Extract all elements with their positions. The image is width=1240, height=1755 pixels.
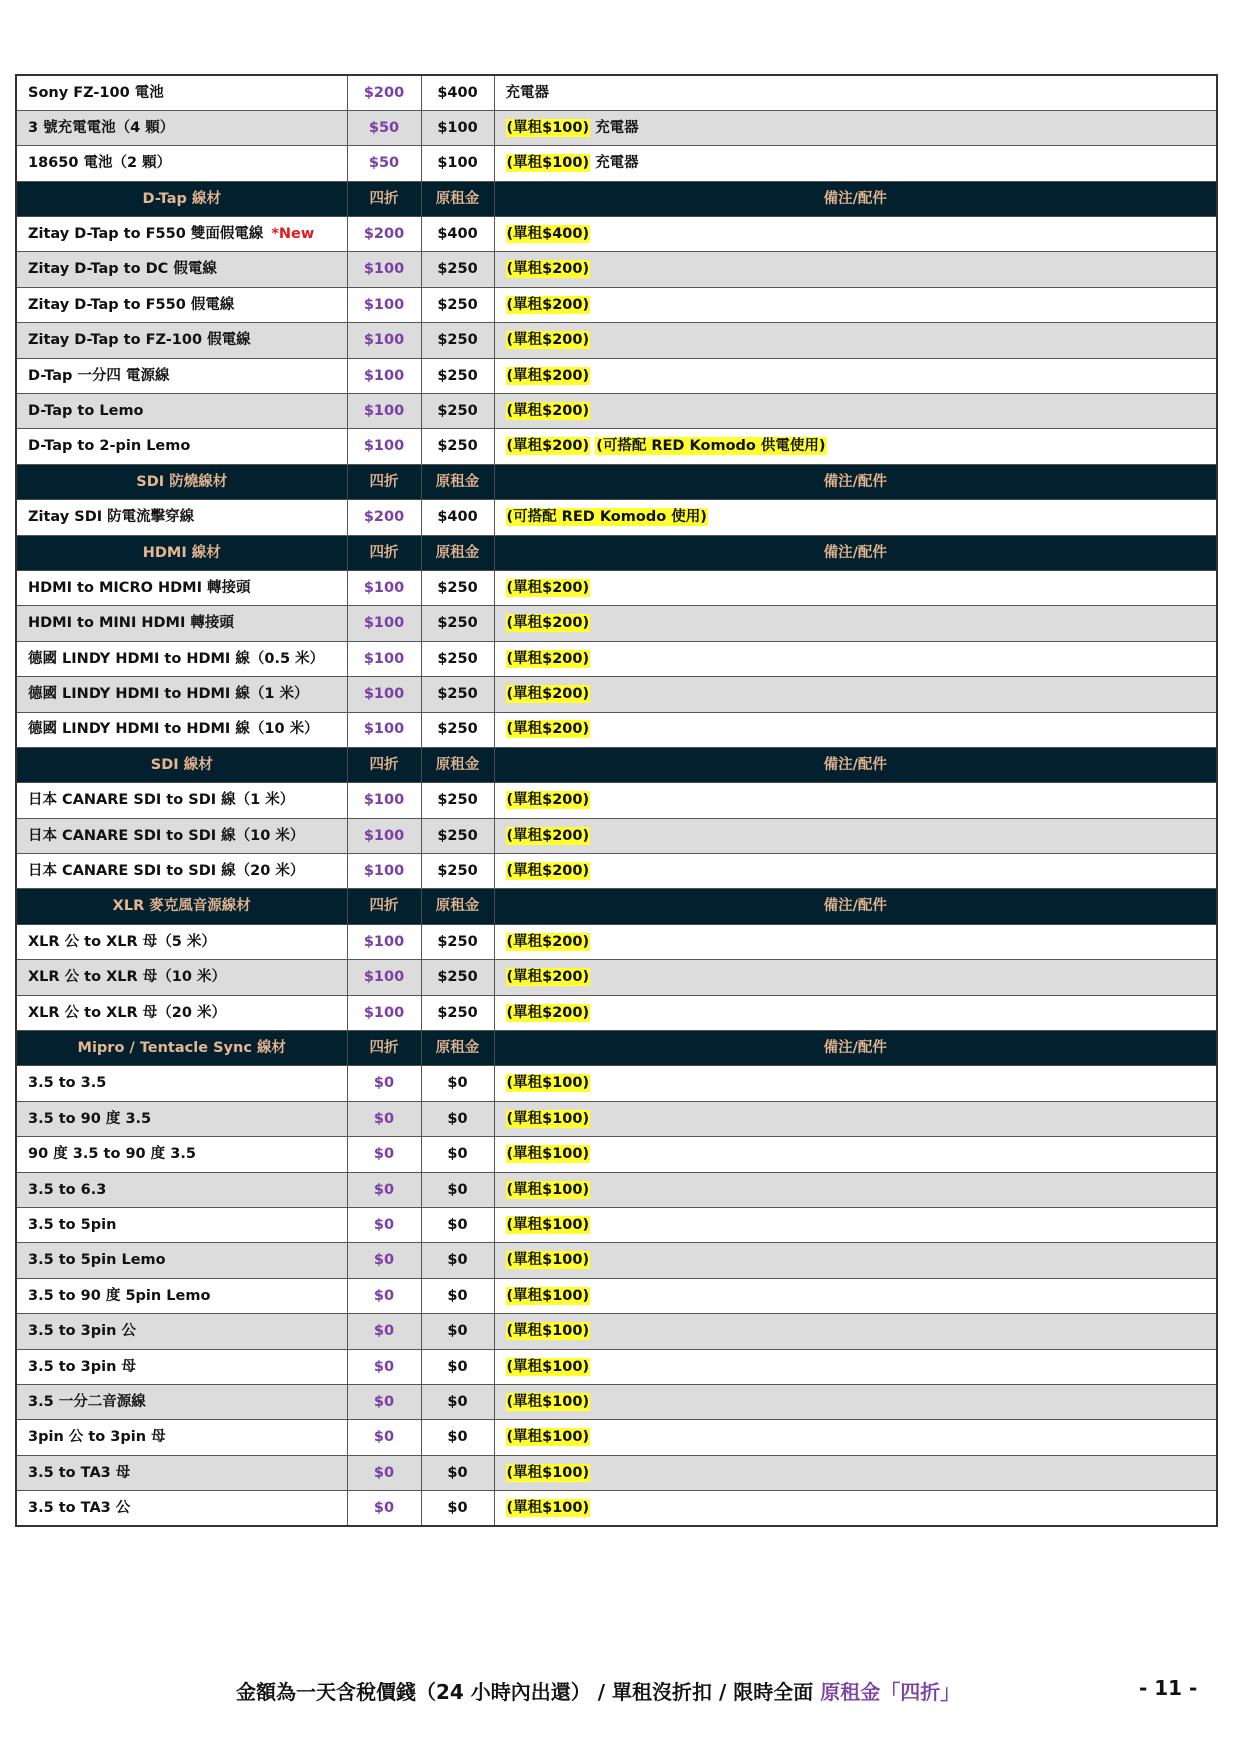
discount-price: $0 xyxy=(347,1137,421,1172)
item-name-cell xyxy=(16,1208,347,1243)
original-price: $250 xyxy=(421,924,494,959)
discount-price: $100 xyxy=(347,818,421,853)
notes-cell xyxy=(494,712,1217,747)
item-name-cell xyxy=(16,1066,347,1101)
notes-cell xyxy=(494,1455,1217,1490)
table-row xyxy=(16,783,1217,818)
footer-accent: 原租金「四折」 xyxy=(820,1680,961,1704)
item-name: 3pin 公 to 3pin 母 xyxy=(28,1429,166,1446)
item-name-cell xyxy=(16,1243,347,1278)
item-name-cell xyxy=(16,1349,347,1384)
single-rent-note: (可搭配 RED Komodo 使用) xyxy=(506,509,707,526)
new-badge: *New xyxy=(271,226,315,242)
item-name: XLR 公 to XLR 母（10 米） xyxy=(28,969,226,986)
item-name: XLR 公 to XLR 母（20 米） xyxy=(28,1004,226,1021)
table-row xyxy=(16,818,1217,853)
item-name: 3.5 to 90 度 5pin Lemo xyxy=(28,1287,211,1304)
item-name: 3.5 to TA3 母 xyxy=(28,1464,131,1481)
original-price: $0 xyxy=(421,1208,494,1243)
discount-price: $100 xyxy=(347,783,421,818)
compat-note: (可搭配 RED Komodo 供電使用) xyxy=(596,438,826,455)
discount-price: $50 xyxy=(347,110,421,145)
notes-cell xyxy=(494,217,1217,252)
item-name-cell xyxy=(16,146,347,181)
single-rent-note: (單租$200) xyxy=(506,792,590,809)
table-row xyxy=(16,146,1217,181)
section-header xyxy=(16,889,1217,924)
notes-column-header: 備注/配件 xyxy=(494,535,1217,570)
single-rent-note: (單租$200) xyxy=(506,863,590,880)
item-name: Zitay D-Tap to F550 假電線 xyxy=(28,296,235,313)
table-row xyxy=(16,358,1217,393)
notes-cell xyxy=(494,323,1217,358)
single-rent-note: (單租$200) xyxy=(506,296,590,313)
table-row xyxy=(16,1066,1217,1101)
item-name: 德國 LINDY HDMI to HDMI 線（0.5 米） xyxy=(28,650,325,667)
original-price: $250 xyxy=(421,818,494,853)
item-name: 3.5 to 3.5 xyxy=(28,1075,107,1092)
original-price: $250 xyxy=(421,570,494,605)
item-name-cell xyxy=(16,1278,347,1313)
notes-cell xyxy=(494,252,1217,287)
footer-terms: 金額為一天含稅價錢（24 小時內出還） / 單租沒折扣 / 限時全面 xyxy=(236,1680,821,1704)
table-row xyxy=(16,570,1217,605)
discount-price: $0 xyxy=(347,1455,421,1490)
notes-column-header: 備注/配件 xyxy=(494,464,1217,499)
item-name-cell xyxy=(16,217,347,252)
section-header xyxy=(16,464,1217,499)
original-price: $0 xyxy=(421,1491,494,1526)
item-name-cell xyxy=(16,1172,347,1207)
item-name: 3 號充電電池（4 顆） xyxy=(28,119,175,136)
notes-cell xyxy=(494,818,1217,853)
original-price: $0 xyxy=(421,1384,494,1419)
table-row xyxy=(16,1278,1217,1313)
table-row xyxy=(16,500,1217,535)
table-row xyxy=(16,323,1217,358)
discount-price: $100 xyxy=(347,712,421,747)
item-name-cell xyxy=(16,1101,347,1136)
original-price: $0 xyxy=(421,1349,494,1384)
notes-cell xyxy=(494,146,1217,181)
discount-price: $100 xyxy=(347,287,421,322)
table-row xyxy=(16,217,1217,252)
item-name-cell xyxy=(16,1384,347,1419)
discount-price: $0 xyxy=(347,1420,421,1455)
table-row xyxy=(16,1349,1217,1384)
accessory-note: 充電器 xyxy=(595,119,639,136)
single-rent-note: (單租$200) xyxy=(506,1004,590,1021)
table-row xyxy=(16,712,1217,747)
item-name: Zitay SDI 防電流擊穿線 xyxy=(28,509,195,526)
item-name: XLR 公 to XLR 母（5 米） xyxy=(28,933,216,950)
single-rent-note: (單租$100) xyxy=(506,1252,590,1269)
discount-price: $100 xyxy=(347,252,421,287)
discount-price: $100 xyxy=(347,394,421,429)
single-rent-note: (單租$100) xyxy=(506,1075,590,1092)
item-name: 日本 CANARE SDI to SDI 線（20 米） xyxy=(28,863,305,880)
original-column-header: 原租金 xyxy=(421,464,494,499)
original-price: $250 xyxy=(421,960,494,995)
single-rent-note: (單租$200) xyxy=(506,686,590,703)
item-name-cell xyxy=(16,570,347,605)
discount-price: $50 xyxy=(347,146,421,181)
page-footer xyxy=(0,1676,1240,1706)
item-name-cell xyxy=(16,287,347,322)
notes-cell xyxy=(494,1314,1217,1349)
item-name-cell xyxy=(16,358,347,393)
item-name: 3.5 to 3pin 母 xyxy=(28,1358,136,1375)
discount-price: $0 xyxy=(347,1491,421,1526)
item-name: 90 度 3.5 to 90 度 3.5 xyxy=(28,1146,196,1163)
item-name-cell xyxy=(16,323,347,358)
item-name: 18650 電池（2 顆） xyxy=(28,155,172,172)
item-name-cell xyxy=(16,1420,347,1455)
item-name-cell xyxy=(16,924,347,959)
page-number: - 11 - xyxy=(1139,1676,1198,1700)
notes-cell xyxy=(494,1384,1217,1419)
original-price: $250 xyxy=(421,677,494,712)
original-price: $0 xyxy=(421,1172,494,1207)
item-name: 日本 CANARE SDI to SDI 線（10 米） xyxy=(28,827,305,844)
original-column-header: 原租金 xyxy=(421,747,494,782)
single-rent-note: (單租$200) xyxy=(506,615,590,632)
section-header xyxy=(16,747,1217,782)
item-name-cell xyxy=(16,500,347,535)
discount-price: $100 xyxy=(347,358,421,393)
discount-price: $100 xyxy=(347,570,421,605)
item-name-cell xyxy=(16,252,347,287)
discount-column-header: 四折 xyxy=(347,535,421,570)
item-name: 3.5 to TA3 公 xyxy=(28,1499,131,1516)
notes-cell xyxy=(494,1278,1217,1313)
notes-cell xyxy=(494,960,1217,995)
notes-cell xyxy=(494,854,1217,889)
single-rent-note: (單租$100) xyxy=(506,1323,590,1340)
discount-price: $0 xyxy=(347,1314,421,1349)
item-name: D-Tap to Lemo xyxy=(28,402,144,419)
original-price: $250 xyxy=(421,995,494,1030)
table-row xyxy=(16,110,1217,145)
section-header xyxy=(16,535,1217,570)
discount-price: $100 xyxy=(347,641,421,676)
table-row xyxy=(16,1137,1217,1172)
price-table xyxy=(15,74,1218,1527)
table-row xyxy=(16,1384,1217,1419)
original-price: $250 xyxy=(421,641,494,676)
discount-price: $100 xyxy=(347,995,421,1030)
discount-price: $0 xyxy=(347,1101,421,1136)
item-name-cell xyxy=(16,854,347,889)
original-price: $0 xyxy=(421,1314,494,1349)
original-price: $400 xyxy=(421,500,494,535)
single-rent-note: (單租$100) xyxy=(506,1146,590,1163)
table-row xyxy=(16,287,1217,322)
single-rent-note: (單租$200) xyxy=(506,402,590,419)
original-price: $250 xyxy=(421,712,494,747)
discount-price: $100 xyxy=(347,323,421,358)
notes-cell xyxy=(494,924,1217,959)
discount-price: $0 xyxy=(347,1384,421,1419)
item-name: Zitay D-Tap to DC 假電線 xyxy=(28,261,217,278)
footer-note xyxy=(236,1676,960,1705)
item-name: 3.5 to 6.3 xyxy=(28,1181,107,1198)
single-rent-note: (單租$100) xyxy=(506,1110,590,1127)
item-name-cell xyxy=(16,818,347,853)
table-row xyxy=(16,641,1217,676)
notes-cell xyxy=(494,358,1217,393)
notes-cell xyxy=(494,500,1217,535)
item-name-cell xyxy=(16,1137,347,1172)
table-row xyxy=(16,1314,1217,1349)
discount-price: $200 xyxy=(347,500,421,535)
item-name: HDMI to MINI HDMI 轉接頭 xyxy=(28,615,234,632)
table-row xyxy=(16,1243,1217,1278)
notes-cell xyxy=(494,1208,1217,1243)
discount-price: $0 xyxy=(347,1278,421,1313)
notes-cell xyxy=(494,641,1217,676)
table-row xyxy=(16,677,1217,712)
section-header xyxy=(16,181,1217,216)
original-column-header: 原租金 xyxy=(421,535,494,570)
original-price: $0 xyxy=(421,1137,494,1172)
notes-cell xyxy=(494,394,1217,429)
item-name-cell xyxy=(16,429,347,464)
single-rent-note: (單租$200) xyxy=(506,579,590,596)
item-name: D-Tap to 2-pin Lemo xyxy=(28,438,191,455)
original-price: $0 xyxy=(421,1066,494,1101)
single-rent-note: (單租$100) xyxy=(506,1429,590,1446)
item-name: 3.5 to 90 度 3.5 xyxy=(28,1110,152,1127)
notes-cell xyxy=(494,1101,1217,1136)
item-name: 3.5 to 5pin Lemo xyxy=(28,1252,166,1269)
notes-column-header: 備注/配件 xyxy=(494,747,1217,782)
single-rent-note: (單租$400) xyxy=(506,226,590,242)
original-column-header: 原租金 xyxy=(421,181,494,216)
item-name-cell xyxy=(16,1314,347,1349)
discount-price: $0 xyxy=(347,1208,421,1243)
discount-price: $100 xyxy=(347,429,421,464)
table-row xyxy=(16,1491,1217,1526)
original-price: $250 xyxy=(421,394,494,429)
item-name-cell xyxy=(16,995,347,1030)
single-rent-note: (單租$100) xyxy=(506,1216,590,1233)
accessory-note: 充電器 xyxy=(595,155,639,172)
table-row xyxy=(16,995,1217,1030)
notes-cell xyxy=(494,606,1217,641)
discount-price: $100 xyxy=(347,677,421,712)
original-price: $250 xyxy=(421,252,494,287)
single-rent-note: (單租$200) xyxy=(506,721,590,738)
original-price: $400 xyxy=(421,75,494,110)
discount-price: $200 xyxy=(347,75,421,110)
table-row xyxy=(16,1455,1217,1490)
item-name: 3.5 to 3pin 公 xyxy=(28,1323,136,1340)
item-name: 日本 CANARE SDI to SDI 線（1 米） xyxy=(28,792,295,809)
single-rent-note: (單租$200) xyxy=(506,650,590,667)
discount-price: $0 xyxy=(347,1243,421,1278)
item-name-cell xyxy=(16,677,347,712)
table-row xyxy=(16,1101,1217,1136)
notes-cell xyxy=(494,1243,1217,1278)
single-rent-note: (單租$100) xyxy=(506,1499,590,1516)
original-price: $0 xyxy=(421,1420,494,1455)
discount-price: $200 xyxy=(347,217,421,252)
single-rent-note: (單租$200) xyxy=(506,261,590,278)
table-row xyxy=(16,924,1217,959)
item-name-cell xyxy=(16,75,347,110)
discount-price: $0 xyxy=(347,1349,421,1384)
original-price: $250 xyxy=(421,323,494,358)
item-name: 德國 LINDY HDMI to HDMI 線（1 米） xyxy=(28,686,309,703)
accessory-note: 充電器 xyxy=(505,84,549,101)
section-title: SDI 防燒線材 xyxy=(16,464,347,499)
item-name: 3.5 一分二音源線 xyxy=(28,1393,146,1410)
notes-cell xyxy=(494,677,1217,712)
section-title: Mipro / Tentacle Sync 線材 xyxy=(16,1031,347,1066)
discount-price: $100 xyxy=(347,924,421,959)
single-rent-note: (單租$100) xyxy=(506,1464,590,1481)
table-body xyxy=(16,75,1217,1526)
section-title: HDMI 線材 xyxy=(16,535,347,570)
original-price: $250 xyxy=(421,358,494,393)
single-rent-note: (單租$100) xyxy=(506,1287,590,1304)
discount-price: $0 xyxy=(347,1172,421,1207)
item-name-cell xyxy=(16,606,347,641)
table-row xyxy=(16,252,1217,287)
notes-cell xyxy=(494,287,1217,322)
table-row xyxy=(16,606,1217,641)
original-price: $250 xyxy=(421,854,494,889)
single-rent-note: (單租$100) xyxy=(506,119,590,136)
discount-column-header: 四折 xyxy=(347,1031,421,1066)
item-name: Sony FZ-100 電池 xyxy=(28,84,164,101)
single-rent-note: (單租$100) xyxy=(506,1358,590,1375)
original-price: $250 xyxy=(421,606,494,641)
discount-column-header: 四折 xyxy=(347,889,421,924)
single-rent-note: (單租$200) xyxy=(506,332,590,349)
item-name-cell xyxy=(16,960,347,995)
notes-cell xyxy=(494,1420,1217,1455)
single-rent-note: (單租$200) xyxy=(506,367,590,384)
item-name: D-Tap 一分四 電源線 xyxy=(28,367,170,384)
item-name: HDMI to MICRO HDMI 轉接頭 xyxy=(28,579,251,596)
item-name-cell xyxy=(16,1455,347,1490)
notes-cell xyxy=(494,995,1217,1030)
discount-price: $100 xyxy=(347,960,421,995)
section-title: D-Tap 線材 xyxy=(16,181,347,216)
table-row xyxy=(16,429,1217,464)
item-name-cell xyxy=(16,110,347,145)
notes-column-header: 備注/配件 xyxy=(494,1031,1217,1066)
notes-cell xyxy=(494,429,1217,464)
table-row xyxy=(16,1172,1217,1207)
item-name: Zitay D-Tap to FZ-100 假電線 xyxy=(28,332,251,349)
notes-cell xyxy=(494,570,1217,605)
notes-cell xyxy=(494,75,1217,110)
discount-price: $100 xyxy=(347,854,421,889)
single-rent-note: (單租$100) xyxy=(506,1181,590,1198)
table-row xyxy=(16,960,1217,995)
original-column-header: 原租金 xyxy=(421,1031,494,1066)
table-row xyxy=(16,854,1217,889)
discount-column-header: 四折 xyxy=(347,464,421,499)
notes-cell xyxy=(494,1172,1217,1207)
table-row xyxy=(16,1208,1217,1243)
original-price: $250 xyxy=(421,429,494,464)
notes-cell xyxy=(494,1066,1217,1101)
item-name: Zitay D-Tap to F550 雙面假電線 xyxy=(28,226,264,242)
original-price: $0 xyxy=(421,1455,494,1490)
item-name-cell xyxy=(16,641,347,676)
original-price: $0 xyxy=(421,1101,494,1136)
item-name-cell xyxy=(16,783,347,818)
notes-cell xyxy=(494,110,1217,145)
single-rent-note: (單租$200) xyxy=(506,438,590,455)
section-header xyxy=(16,1031,1217,1066)
section-title: XLR 麥克風音源線材 xyxy=(16,889,347,924)
table-row xyxy=(16,75,1217,110)
original-price: $400 xyxy=(421,217,494,252)
item-name: 德國 LINDY HDMI to HDMI 線（10 米） xyxy=(28,721,319,738)
single-rent-note: (單租$200) xyxy=(506,827,590,844)
table-row xyxy=(16,394,1217,429)
notes-cell xyxy=(494,1491,1217,1526)
original-column-header: 原租金 xyxy=(421,889,494,924)
item-name-cell xyxy=(16,394,347,429)
item-name: 3.5 to 5pin xyxy=(28,1216,117,1233)
notes-column-header: 備注/配件 xyxy=(494,889,1217,924)
item-name-cell xyxy=(16,1491,347,1526)
discount-column-header: 四折 xyxy=(347,747,421,782)
original-price: $0 xyxy=(421,1243,494,1278)
notes-cell xyxy=(494,1349,1217,1384)
original-price: $250 xyxy=(421,783,494,818)
item-name-cell xyxy=(16,712,347,747)
notes-cell xyxy=(494,783,1217,818)
section-title: SDI 線材 xyxy=(16,747,347,782)
notes-cell xyxy=(494,1137,1217,1172)
original-price: $100 xyxy=(421,146,494,181)
single-rent-note: (單租$200) xyxy=(506,933,590,950)
single-rent-note: (單租$200) xyxy=(506,969,590,986)
original-price: $250 xyxy=(421,287,494,322)
single-rent-note: (單租$100) xyxy=(506,1393,590,1410)
single-rent-note: (單租$100) xyxy=(506,155,590,172)
discount-price: $0 xyxy=(347,1066,421,1101)
original-price: $100 xyxy=(421,110,494,145)
discount-price: $100 xyxy=(347,606,421,641)
notes-column-header: 備注/配件 xyxy=(494,181,1217,216)
original-price: $0 xyxy=(421,1278,494,1313)
discount-column-header: 四折 xyxy=(347,181,421,216)
table-row xyxy=(16,1420,1217,1455)
